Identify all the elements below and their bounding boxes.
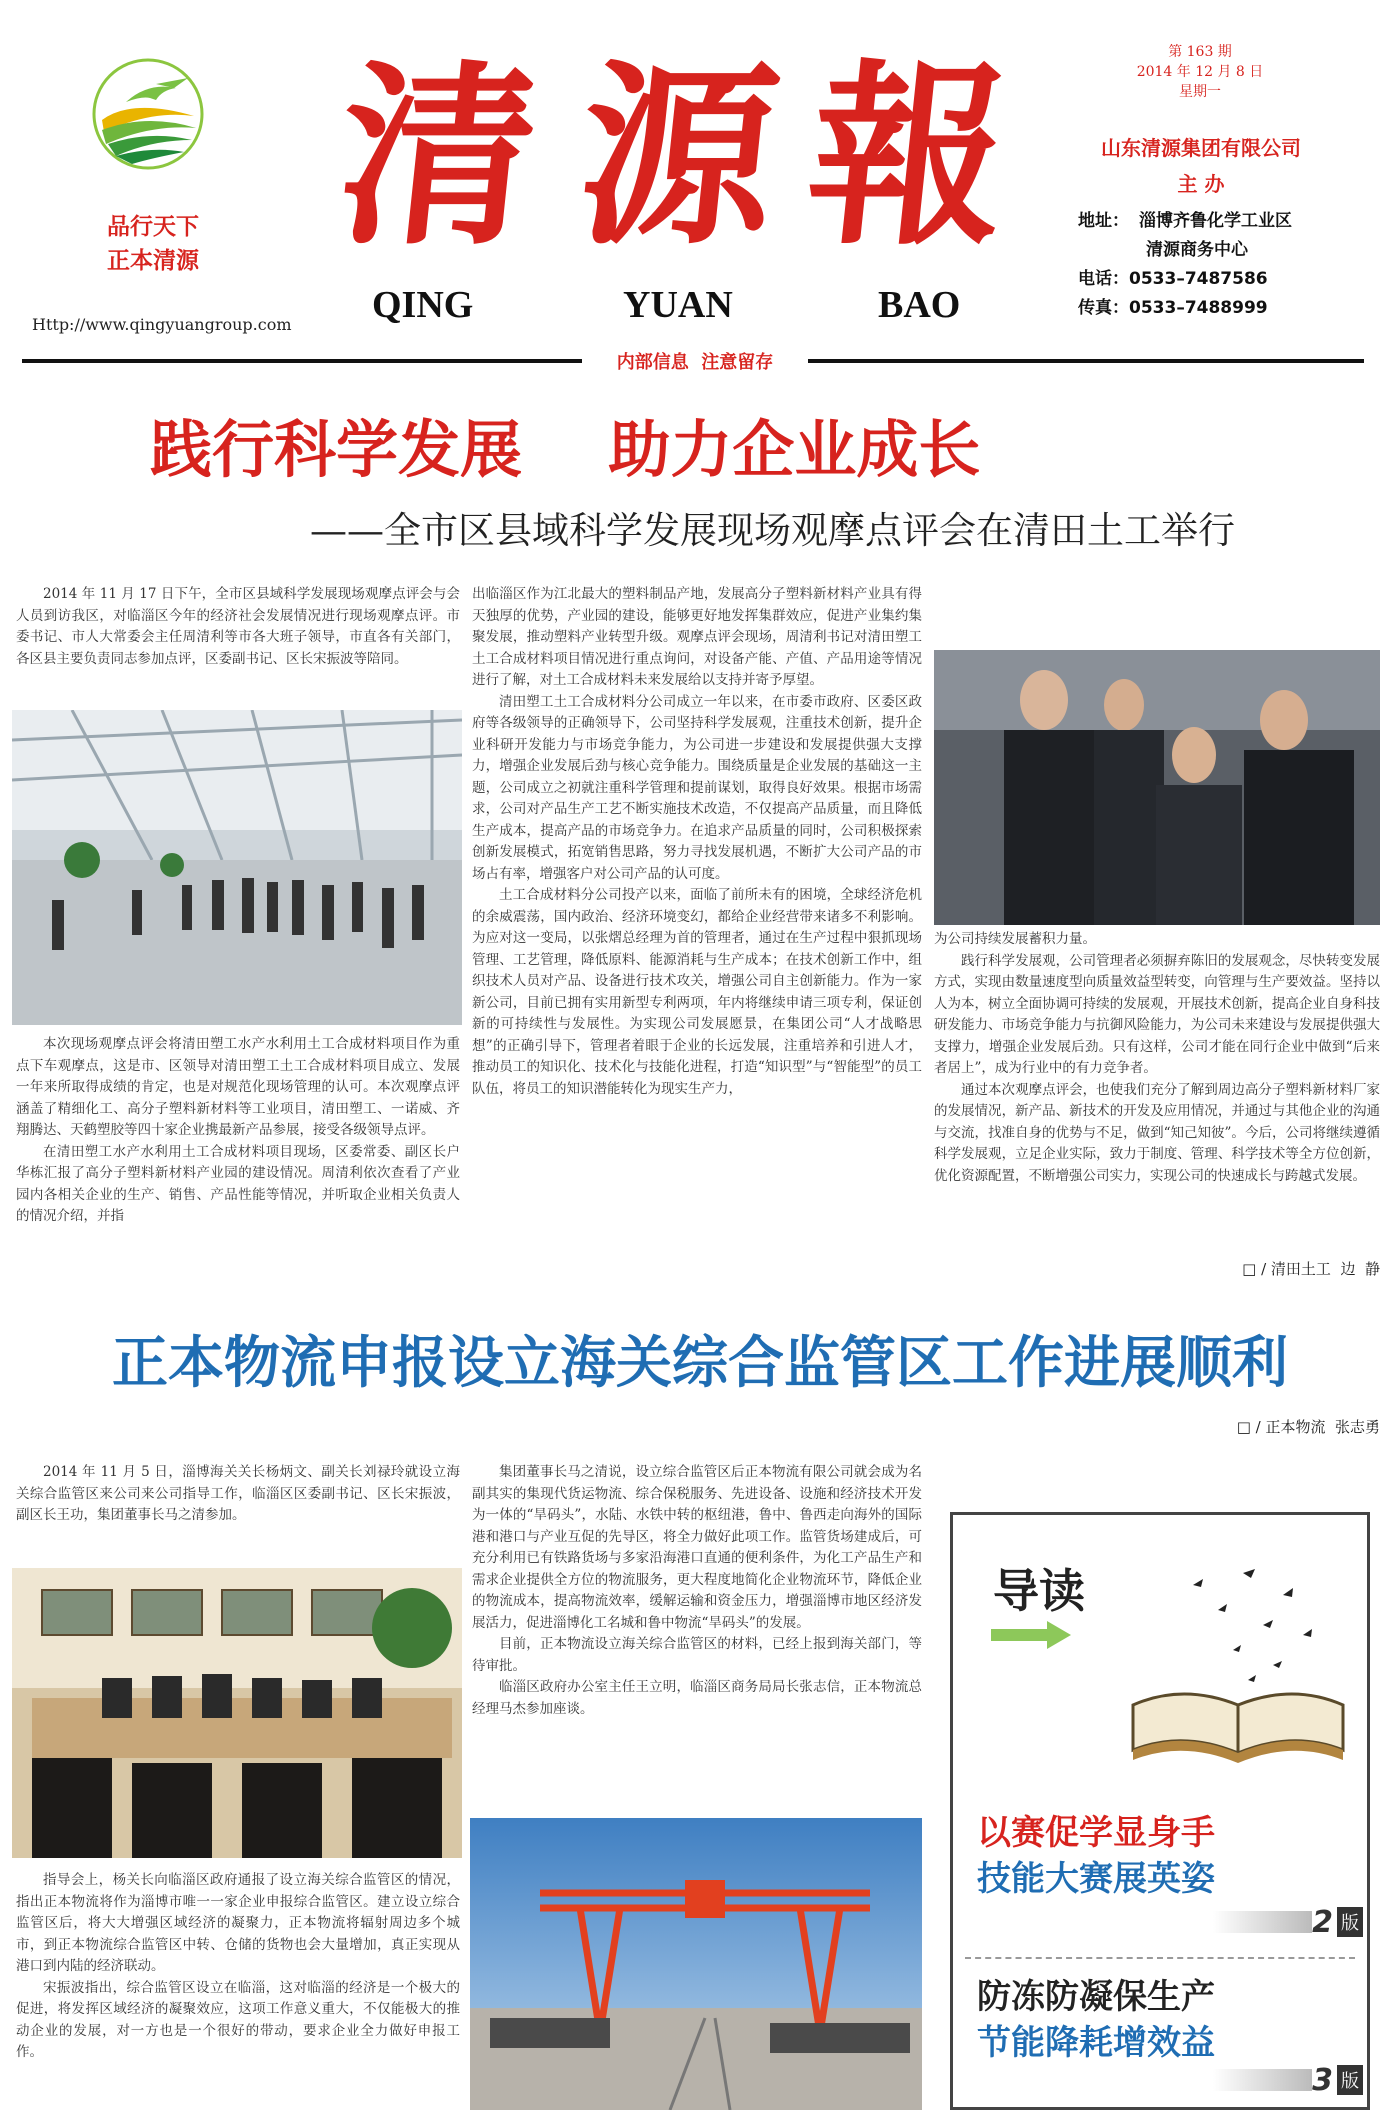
issue-number: 第 163 期: [1168, 44, 1232, 60]
article-2-photo-gantry-crane: [470, 1818, 922, 2110]
paragraph: 集团董事长马之清说，设立综合监管区后正本物流有限公司就会成为名副其实的集现代货运物流、综合保税服务、先进设备、设施和经济技术开发为一体的“旱码头”，水陆、水铁中转的枢纽港，鲁中、鲁西走向海外的国际港和港口与产业互促的先导区，将全力做好此项工作。监管货场建成后，可充分利用已有铁路货场与多家沿海港口直通的便利条件，为化工产品生产和需求企业提供全方位的物流服务，更大程度地简化企业物流环节，降低企业的物流成本，提高物流效率，缓解运输和资金压力，增强淄博市地区经济发展活力，促进淄博化工名城和鲁中物流“旱码头”的发展。: [472, 1464, 922, 1631]
title-pinyin-2: YUAN: [623, 284, 733, 326]
logo-slogan: [78, 210, 228, 278]
guide-item-1-line-1: 以赛促学显身手: [977, 1813, 1215, 1853]
guide-item-1[interactable]: [953, 1795, 1367, 1945]
article-2-col1-bottom: [16, 1870, 460, 2064]
paragraph: 2014 年 11 月 17 日下午，全市区县域科学发展现场观摩点评会与会人员到访我区，对临淄区今年的经济社会发展情况进行现场观摩点评。市委书记、市人大常委会主任周清利等市各大班子领导，市直各有关部门，各区县主要负责同志参加点评，区委副书记、区长宋振波等陪同。: [16, 586, 460, 667]
paragraph: 通过本次观摩点评会，也使我们充分了解到周边高分子塑料新材料厂家的发展情况，新产品、新技术的开发及应用情况，并通过与其他企业的沟通与交流，找准自身的优势与不足，做到“知己知彼”。今后，公司将继续遵循科学发展观，立足企业实际，致力于制度、管理、科学技术等全方位创新，优化资源配置，不断增强公司实力，实现公司的快速成长与跨越式发展。: [934, 1081, 1380, 1184]
guide-title: 导读: [993, 1564, 1085, 1618]
contact-info: [1078, 207, 1292, 323]
paragraph: 土工合成材料分公司投产以来，面临了前所未有的困境，全球经济危机的余威震荡，国内政治、经济环境变幻，都给企业经营带来诸多不利影响。为应对这一变局，以张熠总经理为首的管理者，通过在生产过程中狠抓现场管理、工艺管理，降低原料、能源消耗与生产成本；在技术创新工作中，组织技术人员对产品、设备进行技术攻关，增强公司自主创新能力。作为一家新公司，目前已拥有实用新型专利两项，年内将继续申请三项专利，保证创新的可持续性与发展性。为实现公司发展愿景，在集团公司“人才战略思想”的正确引导下，管理者着眼于企业的长远发展，注重培养和引进人才，推动员工的知识化、技术化与技能化进程，打造“知识型”与“智能型”的员工队伍，将员工的知识潜能转化为现实生产力，: [472, 887, 922, 1097]
publisher-name: 山东清源集团有限公司: [1101, 136, 1301, 160]
title-char-3: 報: [797, 42, 1019, 272]
title-char-2: 源: [567, 42, 789, 272]
page-number: 3: [1312, 2062, 1333, 2098]
fax-label: 传真：: [1078, 298, 1129, 318]
sponsor-label: 主 办: [1177, 172, 1225, 196]
paragraph: 出临淄区作为江北最大的塑料制品产地，发展高分子塑料新材料产业具有得天独厚的优势，产业园的建设，能够更好地发挥集群效应，促进产业集约集聚发展，推动塑料产业转型升级。观摩点评会现场，周清利书记对清田塑工土工合成材料项目情况进行重点询问，对设备产能、产值、产品用途等情况进行了解，对土工合成材料未来发展给以支持并寄予厚望。: [472, 586, 922, 688]
guide-item-2[interactable]: [953, 1961, 1367, 2107]
title-char-1: 清: [327, 42, 549, 272]
phone-number: 0533–7487586: [1129, 269, 1268, 289]
paragraph: 2014 年 11 月 5 日，淄博海关关长杨炳文、副关长刘禄玲就设立海关综合监管区来公司来公司指导工作，临淄区区委副书记、区长宋振波，副区长王功，集团董事长马之清参加。: [16, 1464, 460, 1523]
internal-notice: 内部信息 注意留存: [616, 352, 774, 373]
article-2-col2: [472, 1462, 922, 1720]
guide-item-2-page: [1213, 2062, 1363, 2098]
article-2-col1-top: [16, 1462, 460, 1527]
fax-number: 0533–7488999: [1129, 298, 1268, 318]
paragraph: 清田塑工土工合成材料分公司成立一年以来，在市委市政府、区委区政府等各级领导的正确领导下，公司坚持科学发展观，注重技术创新，提升企业科研开发能力与市场竞争能力，为公司进一步建设和发展提供强大支撑力，增强企业发展后劲与核心竞争能力。围绕质量是企业发展的基础这一主题，公司成立之初就注重科学管理和提前谋划，取得良好效果。根据市场需求，公司对产品生产工艺不断实施技术改造，不仅提高产品质量，而且降低生产成本，提高产品的市场竞争力。在追求产品质量的同时，公司积极探索创新发展模式，拓宽销售思路，努力寻找发展机遇，不断扩大公司产品的市场占有率，增强客户对公司产品的认可度。: [472, 693, 922, 882]
website-url[interactable]: Http://www.qingyuangroup.com: [32, 315, 292, 334]
guide-item-1-line-2: 技能大赛展英姿: [977, 1859, 1215, 1899]
article-1-subheadline: ——全市区县域科学发展现场观摩点评会在清田土工举行: [310, 509, 1235, 552]
address-line-1: 淄博齐鲁化学工业区: [1139, 211, 1292, 231]
paragraph: 宋振波指出，综合监管区设立在临淄，这对临淄的经济是一个极大的促进，将发挥区域经济的凝聚效应，这项工作意义重大，不仅能极大的推动企业的发展，对一方也是一个很好的带动，要求企业全力做好申报工作。: [16, 1979, 460, 2060]
logo-emblem-icon: [92, 58, 204, 170]
masthead-rule-right: [808, 359, 1364, 363]
address-line-2: 清源商务中心: [1146, 240, 1248, 260]
guide-item-2-line-2: 节能降耗增效益: [977, 2023, 1215, 2063]
company-logo: [92, 58, 204, 170]
article-1-col1-bottom: [16, 1034, 460, 1228]
paragraph: 目前，正本物流设立海关综合监管区的材料，已经上报到海关部门，等待审批。: [472, 1636, 922, 1674]
article-1-photo-hall: [12, 710, 462, 1025]
paragraph: 本次现场观摩点评会将清田塑工水产水利用土工合成材料项目作为重点下车观摩点，这是市、区领导对清田塑工土工合成材料项目成立、发展一年来所取得成绩的肯定，也是对规范化现场管理的认可。本次观摩点评涵盖了精细化工、高分子塑料新材料等工业项目，清田塑工、一诺威、齐翔腾达、天鹤塑胶等四十家企业携最新产品参展，接受各级领导点评。: [16, 1036, 460, 1138]
newspaper-title: [327, 42, 1020, 282]
issue-weekday: 星期一: [1179, 84, 1221, 100]
article-2-byline: □ / 正本物流 张志勇: [1236, 1418, 1380, 1436]
article-1-headline: 践行科学发展 助力企业成长: [150, 413, 981, 486]
article-1-col3: [934, 929, 1380, 1187]
slogan-line-1: 品行天下: [107, 214, 199, 240]
guide-box: [950, 1512, 1370, 2110]
paragraph: 临淄区政府办公室主任王立明，临淄区商务局局长张志信，正本物流总经理马杰参加座谈。: [472, 1679, 922, 1717]
open-book-icon: [1123, 1555, 1353, 1765]
guide-item-2-line-1: 防冻防凝保生产: [977, 1977, 1215, 2017]
page-number: 2: [1312, 1904, 1333, 1940]
page-label: 版: [1337, 2065, 1363, 2095]
guide-item-1-page: [1213, 1904, 1363, 1940]
masthead-rule-left: [22, 359, 582, 363]
article-2-headline: 正本物流申报设立海关综合监管区工作进展顺利: [112, 1330, 1288, 1396]
article-1-byline: □ / 清田土工 边 静: [1242, 1260, 1380, 1278]
title-pinyin-3: BAO: [878, 284, 961, 326]
article-1-photo-leaders: [934, 650, 1380, 925]
article-2-photo-meeting: [12, 1568, 462, 1858]
issue-info: [1120, 42, 1280, 102]
paragraph: 为公司持续发展蓄积力量。: [934, 931, 1096, 947]
paragraph: 践行科学发展观，公司管理者必须摒弃陈旧的发展观念，尽快转变发展方式，实现由数量速度型向质量效益型转变，向管理与生产要效益。坚持以人为本，树立全面协调可持续的发展观，开展技术创新，提高企业自身科技研发能力、市场竞争能力与抗御风险能力，为公司未来建设与发展提供强大支撑力，增强企业发展后劲。只有这样，公司才能在同行企业中做到“后来者居上”，成为行业中的有力竞争者。: [934, 952, 1380, 1076]
phone-label: 电话：: [1078, 269, 1129, 289]
guide-arrow-icon: [991, 1621, 1071, 1649]
address-label: 地址：: [1078, 211, 1129, 231]
issue-date: 2014 年 12 月 8 日: [1136, 64, 1264, 80]
guide-divider: [965, 1957, 1355, 1959]
title-pinyin-1: QING: [372, 284, 474, 326]
paragraph: 指导会上，杨关长向临淄区政府通报了设立海关综合监管区的情况，指出正本物流将作为淄博市唯一一家企业申报综合监管区。建立设立综合监管区后，将大大增强区域经济的凝聚力，正本物流将辐射周边多个城市，到正本物流综合监管区中转、仓储的货物也会大量增加，真正实现从港口到内陆的经济联动。: [16, 1872, 460, 1974]
article-1-col1-top: [16, 584, 460, 670]
paragraph: 在清田塑工水产水利用土工合成材料项目现场，区委常委、副区长户华栋汇报了高分子塑料新材料产业园的建设情况。周清利依次查看了产业园内各相关企业的生产、销售、产品性能等情况，并听取企业相关负责人的情况介绍，并指: [16, 1143, 460, 1224]
slogan-line-2: 正本清源: [107, 248, 199, 274]
article-1-col2: [472, 584, 922, 1100]
page-label: 版: [1337, 1907, 1363, 1937]
